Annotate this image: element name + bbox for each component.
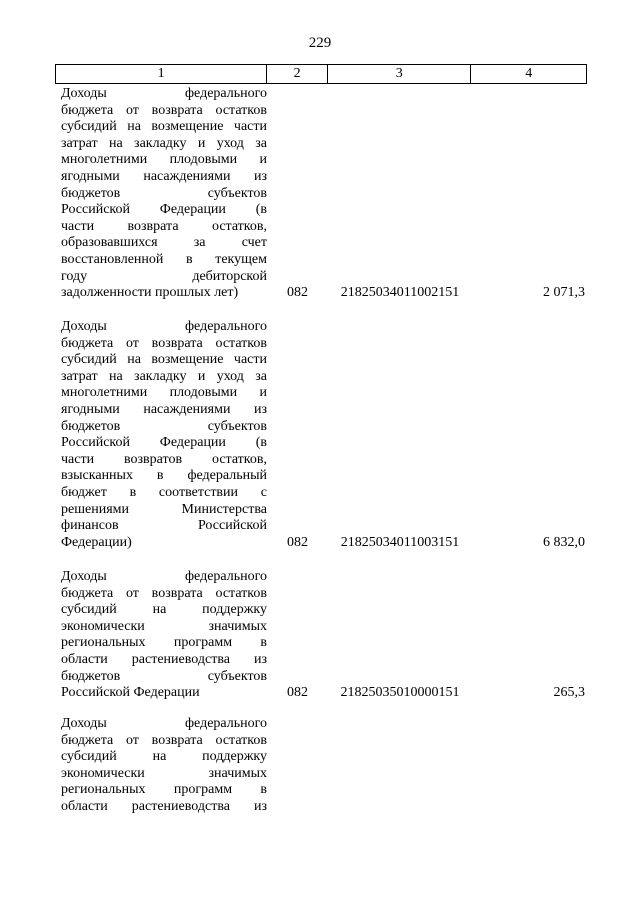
table-row (55, 86, 587, 302)
description-line: бюджета от возврата остатков (61, 335, 267, 351)
description-line: бюджетов субъектов (61, 668, 267, 684)
amount: 265,3 (553, 685, 585, 701)
description-line: Российской Федерации (61, 685, 200, 701)
description-line: Доходы федерального (61, 86, 267, 101)
admin-code: 082 (287, 285, 308, 301)
description-line: бюджетов субъектов (61, 418, 267, 434)
amount: 2 071,3 (543, 285, 585, 301)
description-line: субсидий на поддержку (61, 602, 267, 618)
description-line: затрат на закладку и уход за (61, 135, 267, 151)
description-line: субсидий на поддержку (61, 749, 267, 765)
table-row (55, 319, 587, 551)
description-line: ягодными насаждениями из (61, 401, 267, 417)
description-line: финансов Российской (61, 518, 267, 534)
description-line: части возвратов остатков, (61, 451, 267, 467)
description-line: многолетними плодовыми и (61, 385, 267, 401)
description-line: экономически значимых (61, 765, 267, 781)
description-line: многолетними плодовыми и (61, 152, 267, 168)
description-line: Российской Федерации (в (61, 202, 267, 218)
description-line: Доходы федерального (61, 569, 267, 584)
description-line: субсидий на возмещение части (61, 119, 267, 135)
row-description (55, 86, 267, 302)
table-header (55, 64, 587, 84)
description-line: бюджета от возврата остатков (61, 585, 267, 601)
header-col-4: 4 (525, 66, 533, 81)
row-description (55, 569, 267, 702)
page-number: 229 (308, 35, 332, 51)
table-row (55, 569, 587, 702)
description-line: Федерации) (61, 534, 132, 550)
description-line: бюджетов субъектов (61, 185, 267, 201)
admin-code: 082 (287, 685, 308, 701)
description-line: Доходы федерального (61, 716, 267, 731)
description-line: ягодными насаждениями из (61, 168, 267, 184)
header-col-2: 2 (267, 65, 328, 83)
description-line: решениями Министерства (61, 501, 267, 517)
description-line: области растениеводства из (61, 651, 267, 667)
description-line: взысканных в федеральный (61, 468, 267, 484)
header-col-1: 1 (56, 65, 267, 83)
row-description (55, 319, 267, 551)
description-line: экономически значимых (61, 618, 267, 634)
budget-code: 21825035010000151 (340, 685, 460, 701)
header-col-3: 3 (328, 65, 471, 83)
table-row (55, 716, 587, 816)
amount: 6 832,0 (543, 534, 585, 550)
description-line: задолженности прошлых лет) (61, 285, 239, 301)
description-line: образовавшихся за счет (61, 235, 267, 251)
description-line: региональных программ в (61, 635, 267, 651)
description-line: бюджета от возврата остатков (61, 732, 267, 748)
description-line: части возврата остатков, (61, 218, 267, 234)
description-line: Российской Федерации (в (61, 435, 267, 451)
budget-code: 21825034011003151 (340, 534, 460, 550)
description-line: Доходы федерального (61, 319, 267, 334)
description-line: бюджета от возврата остатков (61, 102, 267, 118)
description-line: году дебиторской (61, 268, 267, 284)
budget-code: 21825034011002151 (340, 285, 460, 301)
row-description (55, 716, 267, 816)
description-line: затрат на закладку и уход за (61, 368, 267, 384)
description-line: бюджет в соответствии с (61, 484, 267, 500)
admin-code: 082 (287, 534, 308, 550)
description-line: области растениеводства из (61, 798, 267, 814)
description-line: восстановленной в текущем (61, 251, 267, 267)
description-line: региональных программ в (61, 782, 267, 798)
description-line: субсидий на возмещение части (61, 352, 267, 368)
